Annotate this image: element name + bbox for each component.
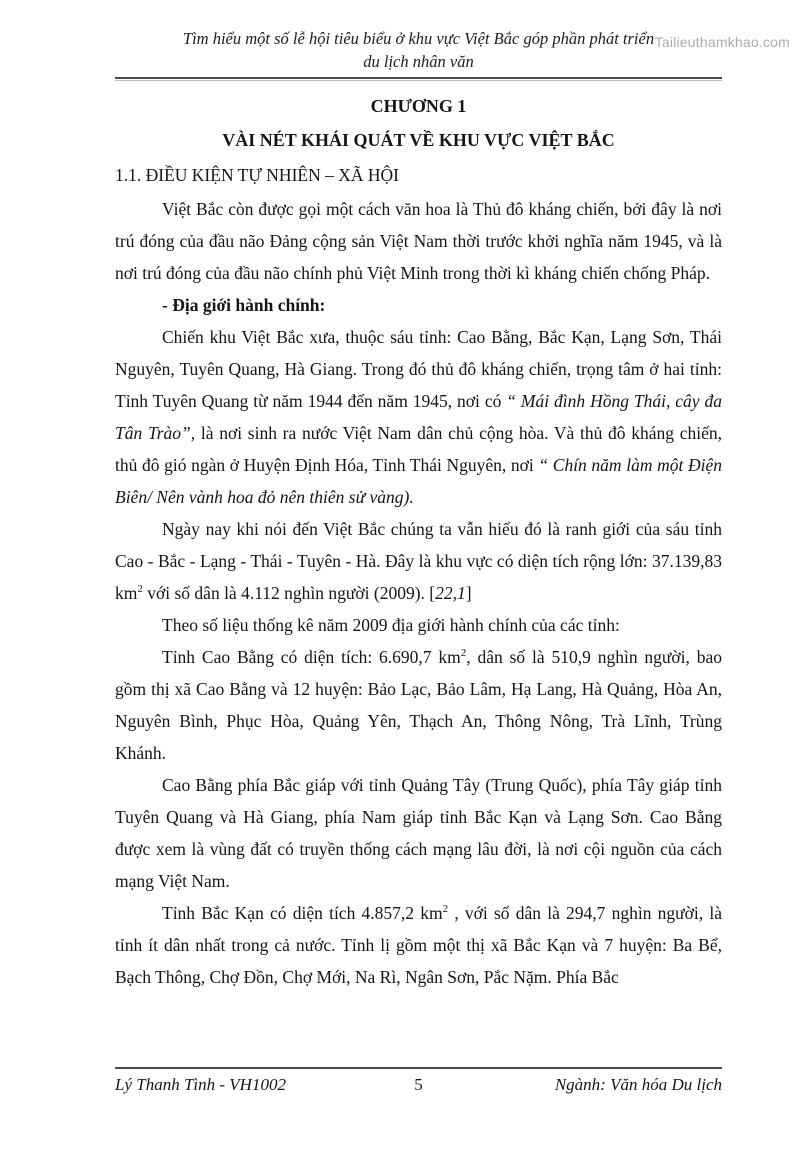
- text-run: là nơi sinh ra nước Việt Nam dân chủ cộng hòa. Và thủ đô kháng chiến, thủ đô gió ngàn ở Huyện Định Hóa, Tỉnh Thái Nguyên, nơi: [115, 423, 723, 475]
- subheading-dia-gioi-hanh-chinh: - Địa giới hành chính:: [162, 295, 326, 315]
- footer-author: Lý Thanh Tình - VH1002: [115, 1075, 286, 1094]
- quote-mai-dinh-hong-thai: “ Mái đình Hồng Thái, cây đa Tân Trào”,: [115, 391, 722, 443]
- superscript-km2: 2: [460, 647, 467, 660]
- quote-chin-nam-dien-bien: “ Chín năm làm một Điện Biên/ Nên vành hoa đỏ nên thiên sử vàng).: [115, 455, 722, 507]
- text-run: Chiến khu Việt Bắc xưa, thuộc sáu tỉnh: Cao Bằng, Bắc Kạn, Lạng Sơn, Thái Nguyên, Tuyên Quang, Hà Giang. Trong đó thủ đô kháng chiến, trọng tâm ở hai tỉnh: Tỉnh Tuyên Quang từ năm 1944 đến năm 1945, nơi có: [115, 327, 722, 411]
- paragraph-3: [115, 513, 722, 609]
- text-run: Tỉnh Cao Bằng có diện tích: 6.690,7 km: [162, 647, 461, 667]
- text-run: Tỉnh Bắc Kạn có diện tích 4.857,2 km: [162, 903, 443, 923]
- superscript-km2: 2: [442, 903, 449, 916]
- running-header-line2: du lịch nhân văn: [363, 52, 474, 71]
- paragraph-5: [115, 641, 722, 769]
- text-run: với số dân là 4.112 nghìn người (2009). [: [142, 583, 436, 603]
- text-run: Ngày nay khi nói đến Việt Bắc chúng ta vẫn hiểu đó là ranh giới của sáu tỉnh Cao - Bắc - Lạng - Thái - Tuyên - Hà. Đây là khu vực có diện tích rộng lớn: 37.139,83 km: [115, 519, 722, 603]
- paragraph-6: Cao Bằng phía Bắc giáp với tỉnh Quảng Tây (Trung Quốc), phía Tây giáp tỉnh Tuyên Quang và Hà Giang, phía Nam giáp tỉnh Bắc Kạn và Lạng Sơn. Cao Bằng được xem là vùng đất có truyền thống cách mạng lâu đời, là nơi cội nguồn của cách mạng Việt Nam.: [115, 775, 722, 891]
- body-text: [115, 193, 722, 993]
- paragraph-7: [115, 897, 722, 993]
- running-header-line1: Tìm hiểu một số lễ hội tiêu biểu ở khu vực Việt Bắc góp phần phát triển: [182, 29, 655, 48]
- superscript-km2: 2: [137, 583, 143, 596]
- text-run: , dân số là 510,9 nghìn người, bao gồm thị xã Cao Bằng và 12 huyện: Bảo Lạc, Bảo Lâm, Hạ Lang, Hà Quảng, Hòa An, Nguyên Bình, Phục Hòa, Quảng Yên, Thạch An, Thông Nông, Trà Lĩnh, Trùng Khánh.: [115, 647, 723, 763]
- paragraph-2: [115, 321, 722, 513]
- chapter-title: VÀI NÉT KHÁI QUÁT VỀ KHU VỰC VIỆT BẮC: [222, 130, 615, 150]
- citation-ref: 22,1: [435, 583, 466, 603]
- footer-page-number: 5: [414, 1075, 423, 1094]
- footer-program: Ngành: Văn hóa Du lịch: [554, 1075, 722, 1094]
- section-heading: 1.1. ĐIỀU KIỆN TỰ NHIÊN – XÃ HỘI: [115, 165, 399, 185]
- chapter-number: CHƯƠNG 1: [370, 96, 467, 116]
- watermark: Tailieuthamkhao.com: [654, 34, 790, 50]
- paragraph-4: Theo số liệu thống kê năm 2009 địa giới hành chính của các tỉnh:: [162, 615, 620, 635]
- paragraph-1: Việt Bắc còn được gọi một cách văn hoa là Thủ đô kháng chiến, bởi đây là nơi trú đóng của đầu não Đảng cộng sản Việt Nam thời trước khởi nghĩa năm 1945, và là nơi trú đóng của đầu não chính phủ Việt Minh trong thời kì kháng chiến chống Pháp.: [115, 199, 722, 283]
- document-page: [0, 27, 794, 1150]
- text-run: ]: [465, 583, 472, 603]
- text-run: , với số dân là 294,7 nghìn người, là tỉnh ít dân nhất trong cả nước. Tỉnh lị gồm một thị xã Bắc Kạn và 7 huyện: Ba Bể, Bạch Thông, Chợ Đồn, Chợ Mới, Na Rì, Ngân Sơn, Pắc Nặm. Phía Bắc: [115, 903, 722, 987]
- running-header: [115, 27, 722, 73]
- page-footer: [115, 1067, 722, 1095]
- header-rule: [115, 77, 722, 81]
